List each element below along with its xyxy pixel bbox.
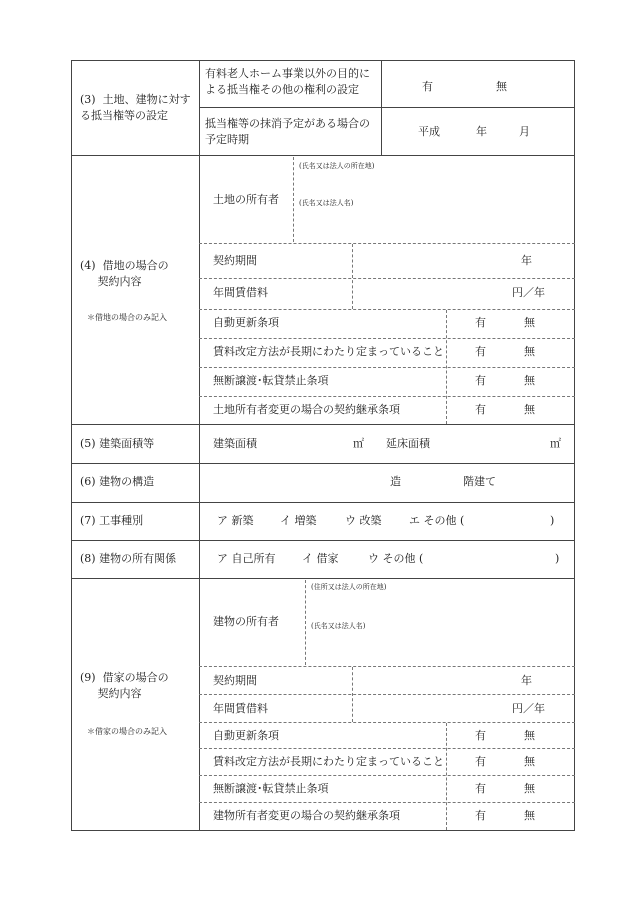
sec3-row1-yes[interactable]: 有 bbox=[422, 80, 433, 93]
rule bbox=[199, 775, 575, 776]
sec4-item-no[interactable]: 無 bbox=[524, 374, 535, 387]
sec4-owner-addr-hint: (氏名又は法人の所在地) bbox=[299, 162, 375, 170]
sec7-option-e[interactable]: エ その他 ( bbox=[409, 514, 465, 527]
sec7-option-i[interactable]: イ 増築 bbox=[280, 514, 317, 527]
sec9-item-no[interactable]: 無 bbox=[524, 809, 535, 822]
sec5-floor-label: 延床面積 bbox=[386, 437, 430, 450]
sec3-row1-no[interactable]: 無 bbox=[496, 80, 507, 93]
rule bbox=[199, 367, 575, 368]
sec4-term-label: 契約期間 bbox=[213, 254, 257, 267]
sec9-item-label: 賃料改定方法が長期にわたり定まっていること bbox=[213, 755, 444, 768]
sec5-area-label: 建築面積 bbox=[213, 437, 257, 450]
sec9-rent-unit: 円／年 bbox=[512, 702, 545, 715]
rule bbox=[199, 243, 575, 244]
sec9-term-label: 契約期間 bbox=[213, 674, 257, 687]
sec4-item-no[interactable]: 無 bbox=[524, 403, 535, 416]
rule bbox=[293, 157, 294, 242]
sec7-option-u[interactable]: ウ 改築 bbox=[345, 514, 382, 527]
sec9-owner-addr-hint: (住所又は法人の所在地) bbox=[311, 583, 387, 591]
sec9-owner-label: 建物の所有者 bbox=[213, 615, 279, 628]
rule bbox=[199, 107, 575, 108]
sec9-item-no[interactable]: 無 bbox=[524, 755, 535, 768]
building-owner-name-field[interactable] bbox=[312, 633, 570, 659]
sec4-owner-label: 土地の所有者 bbox=[213, 193, 279, 206]
sec4-item-yes[interactable]: 有 bbox=[475, 374, 486, 387]
sec3-year: 年 bbox=[476, 125, 487, 138]
sec7-option-a[interactable]: ア 新築 bbox=[217, 514, 254, 527]
rule bbox=[381, 60, 382, 155]
rule bbox=[71, 155, 575, 156]
rule bbox=[446, 310, 447, 424]
sec9-owner-name-hint: (氏名又は法人名) bbox=[311, 622, 366, 630]
sec9-item-no[interactable]: 無 bbox=[524, 729, 535, 742]
rule bbox=[199, 338, 575, 339]
sec5-label: (5) 建築面積等 bbox=[80, 437, 155, 450]
rule bbox=[71, 463, 575, 464]
sec3-era: 平成 bbox=[418, 125, 440, 138]
sec7-close-paren: ) bbox=[550, 514, 555, 527]
sec4-label: (4) 借地の場合の 契約内容 bbox=[80, 259, 169, 288]
sec8-option-i[interactable]: イ 借家 bbox=[302, 552, 339, 565]
building-owner-address-field[interactable] bbox=[312, 594, 570, 616]
sec4-rent-unit: 円／年 bbox=[512, 286, 545, 299]
rule bbox=[199, 60, 200, 831]
sec3-row2-label: 抵当権等の抹消予定がある場合の 予定時期 bbox=[205, 117, 370, 146]
sec6-label: (6) 建物の構造 bbox=[80, 475, 155, 488]
sec4-item-label: 賃料改定方法が長期にわたり定まっていること bbox=[213, 345, 444, 358]
rule bbox=[199, 802, 575, 803]
sec8-option-a[interactable]: ア 自己所有 bbox=[217, 552, 276, 565]
sec4-item-label: 自動更新条項 bbox=[213, 316, 279, 329]
sec4-item-yes[interactable]: 有 bbox=[475, 345, 486, 358]
rule bbox=[446, 723, 447, 830]
sec4-term-unit: 年 bbox=[521, 254, 532, 267]
sec6-struct: 造 bbox=[390, 475, 401, 488]
sec9-item-yes[interactable]: 有 bbox=[475, 755, 486, 768]
sec5-unit1: ㎡ bbox=[353, 437, 364, 450]
sec9-item-yes[interactable]: 有 bbox=[475, 729, 486, 742]
rule bbox=[71, 424, 575, 425]
sec8-option-u[interactable]: ウ その他 ( bbox=[368, 552, 424, 565]
rule bbox=[574, 60, 575, 831]
rule bbox=[199, 666, 575, 667]
sec9-item-label: 無断譲渡･転貸禁止条項 bbox=[213, 782, 329, 795]
sec8-label: (8) 建物の所有関係 bbox=[80, 552, 177, 565]
sec4-item-label: 土地所有者変更の場合の契約継承条項 bbox=[213, 403, 400, 416]
rule bbox=[199, 396, 575, 397]
sec3-month: 月 bbox=[519, 125, 530, 138]
sec9-note: ＊借家の場合のみ記入 bbox=[87, 727, 167, 736]
land-owner-address-field[interactable] bbox=[300, 172, 570, 194]
sec9-rent-label: 年間賃借料 bbox=[213, 702, 268, 715]
rule bbox=[352, 667, 353, 722]
rule bbox=[199, 278, 575, 279]
rule bbox=[199, 748, 575, 749]
sec4-item-no[interactable]: 無 bbox=[524, 345, 535, 358]
sec9-term-unit: 年 bbox=[521, 674, 532, 687]
sec4-item-yes[interactable]: 有 bbox=[475, 403, 486, 416]
sec6-floors: 階建て bbox=[463, 475, 496, 488]
sec3-row1-label: 有料老人ホーム事業以外の目的に よる抵当権その他の権利の設定 bbox=[205, 67, 370, 96]
sec4-rent-label: 年間賃借料 bbox=[213, 286, 268, 299]
rule bbox=[199, 694, 575, 695]
sec7-label: (7) 工事種別 bbox=[80, 514, 144, 527]
sec4-item-no[interactable]: 無 bbox=[524, 316, 535, 329]
sec9-item-yes[interactable]: 有 bbox=[475, 782, 486, 795]
rule bbox=[352, 244, 353, 309]
sec9-item-label: 建物所有者変更の場合の契約継承条項 bbox=[213, 809, 400, 822]
sec8-close-paren: ) bbox=[555, 552, 560, 565]
sec9-item-no[interactable]: 無 bbox=[524, 782, 535, 795]
rule bbox=[305, 580, 306, 665]
sec4-note: ＊借地の場合のみ記入 bbox=[87, 313, 167, 322]
sec9-item-yes[interactable]: 有 bbox=[475, 809, 486, 822]
rule bbox=[199, 309, 575, 310]
rule bbox=[71, 60, 72, 831]
rule bbox=[71, 540, 575, 541]
rule bbox=[199, 722, 575, 723]
rule bbox=[71, 578, 575, 579]
rule bbox=[71, 830, 575, 831]
sec4-item-label: 無断譲渡･転貸禁止条項 bbox=[213, 374, 329, 387]
land-owner-name-field[interactable] bbox=[300, 210, 570, 236]
sec9-label: (9) 借家の場合の 契約内容 bbox=[80, 671, 169, 700]
sec4-item-yes[interactable]: 有 bbox=[475, 316, 486, 329]
sec3-label: (3) 土地、建物に対す る抵当権等の設定 bbox=[80, 93, 191, 122]
sec4-owner-name-hint: (氏名又は法人名) bbox=[299, 199, 354, 207]
sec9-item-label: 自動更新条項 bbox=[213, 729, 279, 742]
rule bbox=[71, 60, 575, 61]
rule bbox=[71, 502, 575, 503]
sec5-unit2: ㎡ bbox=[550, 437, 561, 450]
